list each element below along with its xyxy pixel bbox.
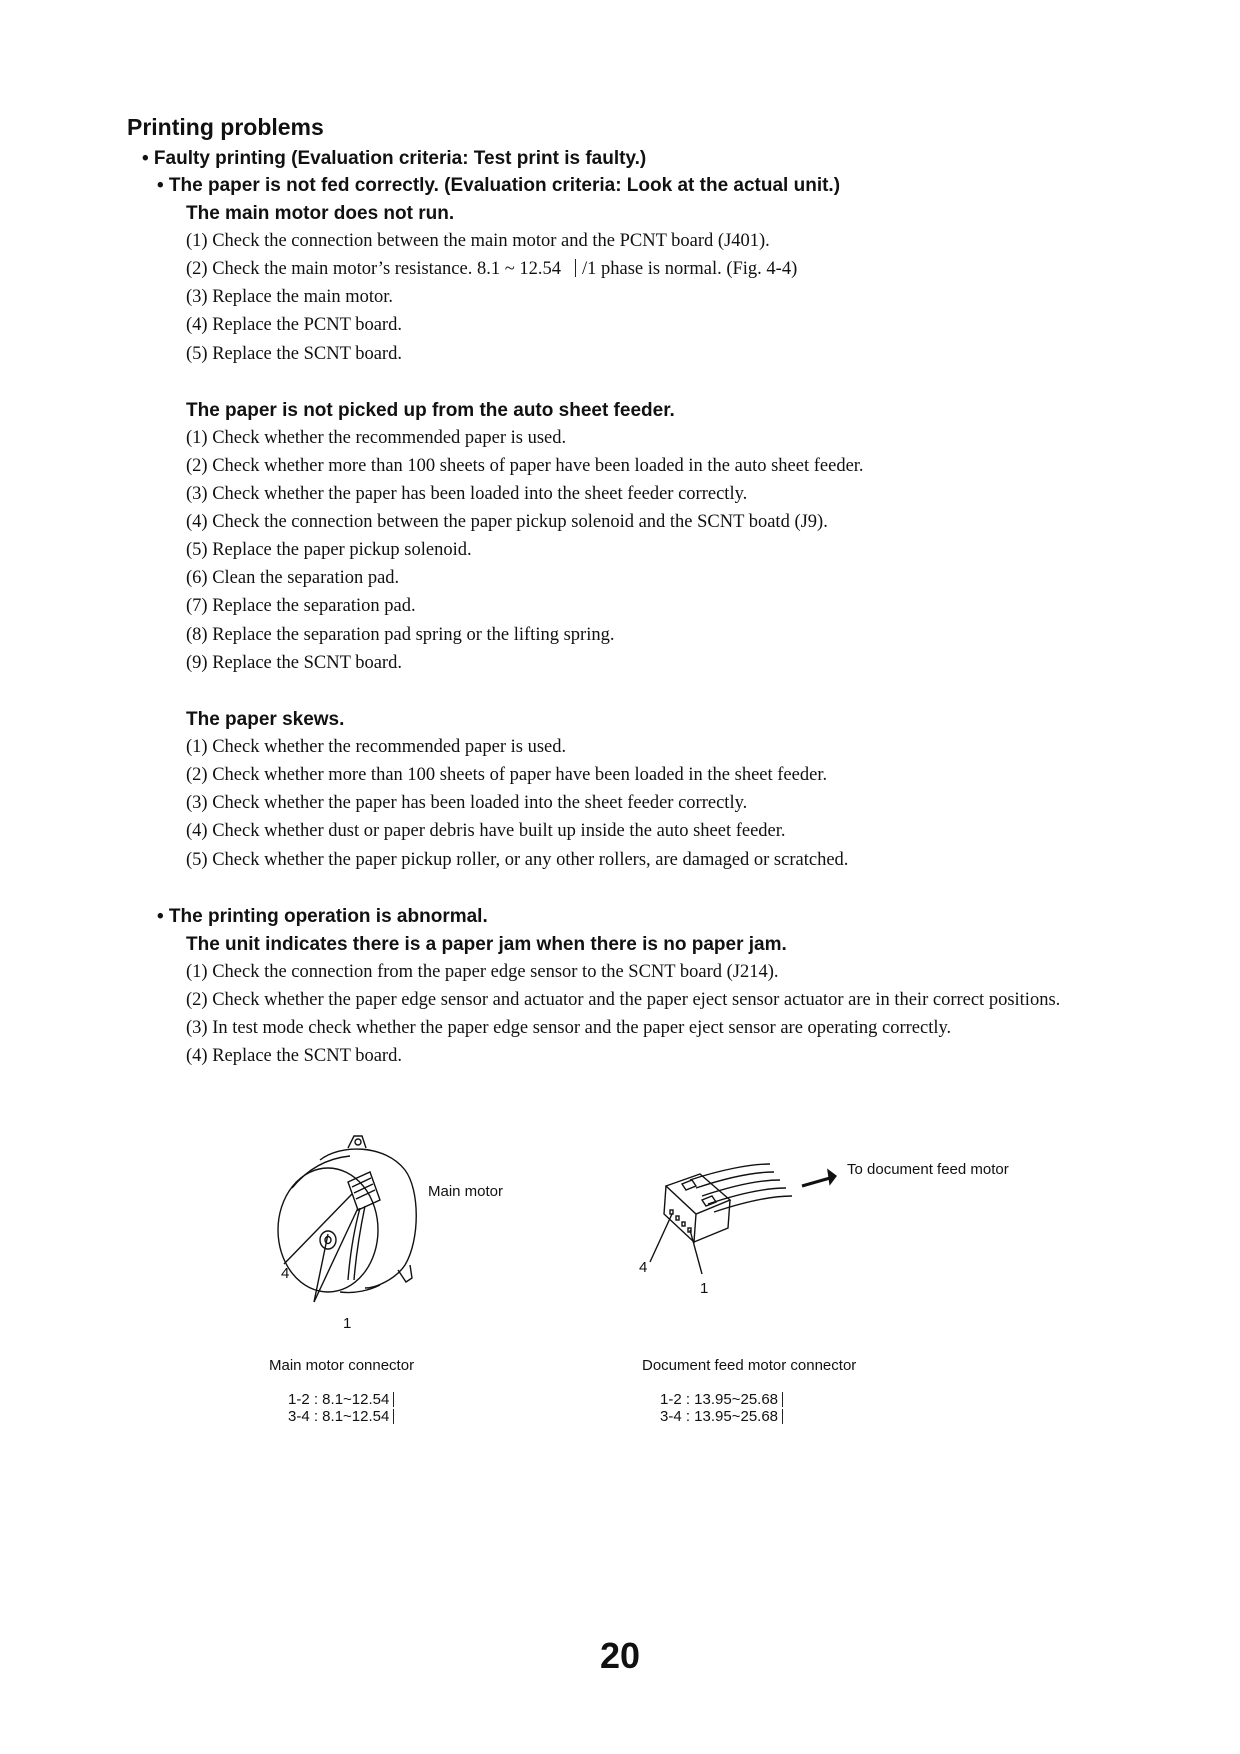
ohm-symbol: [392, 1392, 394, 1407]
step-pickup-1: (1) Check whether the recommended paper is used.: [186, 428, 567, 448]
step-skew-5: (5) Check whether the paper pickup roller, or any other rollers, are damaged or scratched.: [186, 850, 849, 870]
bullet-paper-not-fed: • The paper is not fed correctly. (Evaluation criteria: Look at the actual unit.): [157, 175, 841, 196]
main-pin-1-label: 1: [343, 1315, 352, 1332]
step-main-4: (4) Replace the PCNT board.: [186, 315, 402, 335]
step-main-2: [186, 259, 797, 280]
step-skew-3: (3) Check whether the paper has been loaded into the sheet feeder correctly.: [186, 793, 748, 813]
step-jam-1: (1) Check the connection from the paper edge sensor to the SCNT board (J214).: [186, 962, 779, 982]
step-main-2-suffix: /1 phase is normal. (Fig. 4-4): [581, 259, 798, 279]
document-feed-connector-caption: Document feed motor connector: [642, 1357, 857, 1374]
step-pickup-4: (4) Check the connection between the paper pickup solenoid and the SCNT boatd (J9).: [186, 512, 828, 532]
main-spec-line-2: 3-4 : 8.1~12.54: [288, 1408, 394, 1425]
main-spec-line-1: 1-2 : 8.1~12.54: [288, 1391, 394, 1408]
doc-pin-4-label: 4: [639, 1259, 648, 1276]
document-feed-spec: [660, 1391, 783, 1425]
step-main-5: (5) Replace the SCNT board.: [186, 344, 402, 364]
step-skew-4: (4) Check whether dust or paper debris have built up inside the auto sheet feeder.: [186, 821, 786, 841]
main-pin-4-label: 4: [281, 1265, 290, 1282]
doc-spec-line-2: 3-4 : 13.95~25.68: [660, 1408, 783, 1425]
step-pickup-6: (6) Clean the separation pad.: [186, 568, 400, 588]
bullet-printing-abnormal: • The printing operation is abnormal.: [157, 906, 488, 927]
step-main-3: (3) Replace the main motor.: [186, 287, 394, 307]
step-pickup-5: (5) Replace the paper pickup solenoid.: [186, 540, 472, 560]
to-document-feed-motor-label: To document feed motor: [847, 1161, 1009, 1178]
step-main-2-text: (2) Check the main motor’s resistance. 8.1 ~ 12.54: [186, 259, 561, 279]
heading-skew: The paper skews.: [186, 709, 345, 730]
step-jam-3: (3) In test mode check whether the paper edge sensor and the paper eject sensor are operating correctly.: [186, 1018, 952, 1038]
ohm-symbol: [781, 1392, 783, 1407]
doc-spec-line-1: 1-2 : 13.95~25.68: [660, 1391, 783, 1408]
step-pickup-2: (2) Check whether more than 100 sheets of paper have been loaded in the auto sheet feeder.: [186, 456, 864, 476]
step-jam-4: (4) Replace the SCNT board.: [186, 1046, 402, 1066]
main-motor-illustration: [270, 1130, 440, 1330]
doc-pin-1-label: 1: [700, 1280, 709, 1297]
step-main-1: (1) Check the connection between the main motor and the PCNT board (J401).: [186, 231, 770, 251]
page-title: Printing problems: [127, 114, 324, 140]
page-number: 20: [599, 1635, 641, 1676]
step-pickup-7: (7) Replace the separation pad.: [186, 596, 416, 616]
main-motor-connector-caption: Main motor connector: [269, 1357, 415, 1374]
main-motor-label: Main motor: [428, 1183, 504, 1200]
ohm-symbol: [563, 259, 576, 277]
main-motor-spec: [288, 1391, 394, 1425]
bullet-faulty-printing: • Faulty printing (Evaluation criteria: Test print is faulty.): [142, 148, 647, 169]
step-skew-1: (1) Check whether the recommended paper is used.: [186, 737, 567, 757]
step-jam-2: (2) Check whether the paper edge sensor and actuator and the paper eject sensor actuator are in their correct positions.: [186, 990, 1061, 1010]
step-skew-2: (2) Check whether more than 100 sheets of paper have been loaded in the sheet feeder.: [186, 765, 828, 785]
heading-main-motor: The main motor does not run.: [186, 203, 455, 224]
heading-paper-jam: The unit indicates there is a paper jam when there is no paper jam.: [186, 934, 787, 955]
step-pickup-9: (9) Replace the SCNT board.: [186, 653, 402, 673]
heading-pickup: The paper is not picked up from the auto sheet feeder.: [186, 400, 675, 421]
step-pickup-3: (3) Check whether the paper has been loaded into the sheet feeder correctly.: [186, 484, 748, 504]
document-feed-connector-illustration: [630, 1150, 860, 1290]
ohm-symbol: [392, 1409, 394, 1424]
step-pickup-8: (8) Replace the separation pad spring or the lifting spring.: [186, 625, 615, 645]
ohm-symbol: [781, 1409, 783, 1424]
